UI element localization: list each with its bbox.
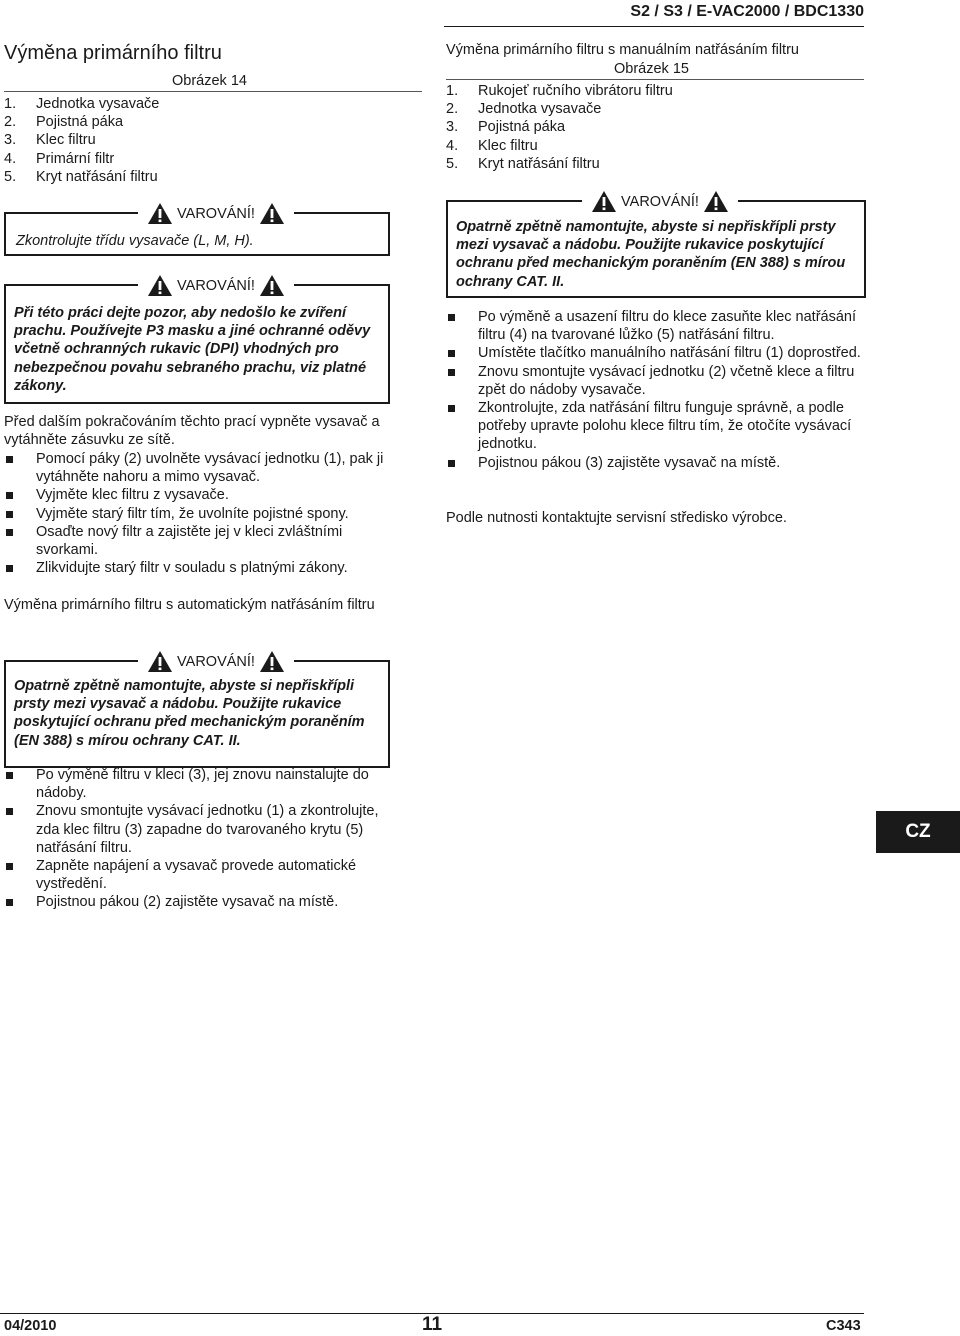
footer-code: C343 <box>826 1318 861 1334</box>
warning-triangle-icon <box>259 202 285 225</box>
list-item: Pomocí páky (2) uvolněte vysávací jednotku (1), pak ji vytáhněte nahoru a mimo vysavač. <box>4 450 404 486</box>
list-item: 1. Jednotka vysavače <box>4 96 160 112</box>
list-item: 5. Kryt natřásání filtru <box>446 155 600 172</box>
list-item: 1. Rukojeť ručního vibrátoru filtru <box>446 83 673 99</box>
warning-box-pinch-manual <box>446 186 866 298</box>
warning-triangle-icon <box>259 274 285 297</box>
header-rule <box>444 26 864 27</box>
auto-section-title: Výměna primárního filtru s automatickým natřásáním filtru <box>4 597 375 613</box>
warning-heading <box>582 190 738 213</box>
manual-procedure-steps <box>446 308 866 472</box>
warning-box-pinch <box>4 646 390 768</box>
warning-text: Zkontrolujte třídu vysavače (L, M, H). <box>16 233 254 249</box>
figure-14-label: Obrázek 14 <box>172 73 247 89</box>
warning-triangle-icon <box>259 650 285 673</box>
list-item: Po výměně a usazení filtru do klece zasuňte klec natřásání filtru (4) na tvarované lůžko (5) natřásání filtru. <box>446 308 866 344</box>
language-tab: CZ <box>876 811 960 853</box>
warning-triangle-icon <box>147 650 173 673</box>
list-item: Vyjměte starý filtr tím, že uvolníte pojistné spony. <box>4 505 404 523</box>
warning-triangle-icon <box>591 190 617 213</box>
manual-model-header: S2 / S3 / E-VAC2000 / BDC1330 <box>630 3 864 20</box>
intro-paragraph: Před dalším pokračováním těchto prací vypněte vysavač a vytáhněte zásuvku ze sítě. <box>4 414 380 449</box>
warning-heading <box>138 274 294 297</box>
procedure-steps <box>4 450 404 577</box>
list-item: Znovu smontujte vysávací jednotku (1) a zkontrolujte, zda klec filtru (3) zapadne do tvarovaného krytu (5) natřásání filtru. <box>4 802 404 857</box>
list-item: Po výměně filtru v kleci (3), jej znovu nainstalujte do nádoby. <box>4 766 404 802</box>
warning-label: VAROVÁNÍ! <box>177 653 255 670</box>
list-item: 3. Klec filtru <box>4 132 96 149</box>
warning-label: VAROVÁNÍ! <box>177 277 255 294</box>
section-title: Výměna primárního filtru <box>4 42 222 64</box>
warning-box-class <box>4 198 390 256</box>
parts-list-fig15 <box>446 82 846 173</box>
list-item: Znovu smontujte vysávací jednotku (2) včetně klece a filtru zpět do nádoby vysavače. <box>446 363 866 399</box>
warning-heading <box>138 650 294 673</box>
footer-date: 04/2010 <box>4 1318 57 1334</box>
figure-rule <box>446 79 864 80</box>
list-item: Zlikvidujte starý filtr v souladu s platnými zákony. <box>4 559 404 577</box>
warning-text: Opatrně zpětně namontujte, abyste si nepřiskřípli prsty mezi vysavač a nádobu. Použijte rukavice poskytující ochranu před mechanickým poraněním (EN 388) s mírou ochrany CAT. II. <box>14 678 365 749</box>
warning-text: Při této práci dejte pozor, aby nedošlo ke zvíření prachu. Používejte P3 masku a jiné ochranné oděvy včetně ochranných rukavic (DPI) vhodných pro nebezpečnou povahu sebraného prachu, viz platné zákony. <box>14 305 371 394</box>
list-item: Umístěte tlačítko manuálního natřásání filtru (1) doprostřed. <box>446 344 866 362</box>
list-item: Zapněte napájení a vysavač provede automatické vystředění. <box>4 857 404 893</box>
list-item: 4. Klec filtru <box>446 137 538 154</box>
warning-triangle-icon <box>147 274 173 297</box>
figure-rule <box>4 91 422 92</box>
list-item: 2. Pojistná páka <box>4 114 124 131</box>
warning-text: Opatrně zpětně namontujte, abyste si nepřiskřípli prsty mezi vysavač a nádobu. Použijte rukavice poskytující ochranu před mechanickým poraněním (EN 388) s mírou ochrany CAT. II. <box>456 219 846 290</box>
warning-triangle-icon <box>703 190 729 213</box>
list-item: Pojistnou pákou (2) zajistěte vysavač na místě. <box>4 893 404 911</box>
warning-label: VAROVÁNÍ! <box>621 193 699 210</box>
list-item: 2. Jednotka vysavače <box>446 101 602 118</box>
list-item: Vyjměte klec filtru z vysavače. <box>4 486 404 504</box>
list-item: 3. Pojistná páka <box>446 119 566 136</box>
manual-section-title: Výměna primárního filtru s manuálním natřásáním filtru <box>446 42 799 58</box>
list-item: 4. Primární filtr <box>4 150 115 167</box>
page-number: 11 <box>422 1314 443 1335</box>
list-item: Osaďte nový filtr a zajistěte jej v kleci zvláštními svorkami. <box>4 523 404 559</box>
service-note: Podle nutnosti kontaktujte servisní středisko výrobce. <box>446 510 787 526</box>
warning-heading <box>138 202 294 225</box>
parts-list-fig14 <box>4 95 404 186</box>
warning-triangle-icon <box>147 202 173 225</box>
figure-15-label: Obrázek 15 <box>614 61 689 77</box>
auto-procedure-steps <box>4 766 404 912</box>
warning-label: VAROVÁNÍ! <box>177 205 255 222</box>
warning-box-dust <box>4 270 390 404</box>
list-item: Pojistnou pákou (3) zajistěte vysavač na místě. <box>446 454 866 472</box>
list-item: 5. Kryt natřásání filtru <box>4 168 158 185</box>
list-item: Zkontrolujte, zda natřásání filtru funguje správně, a podle potřeby upravte polohu klece filtru tím, že otočíte vysávací jednotku. <box>446 399 866 454</box>
